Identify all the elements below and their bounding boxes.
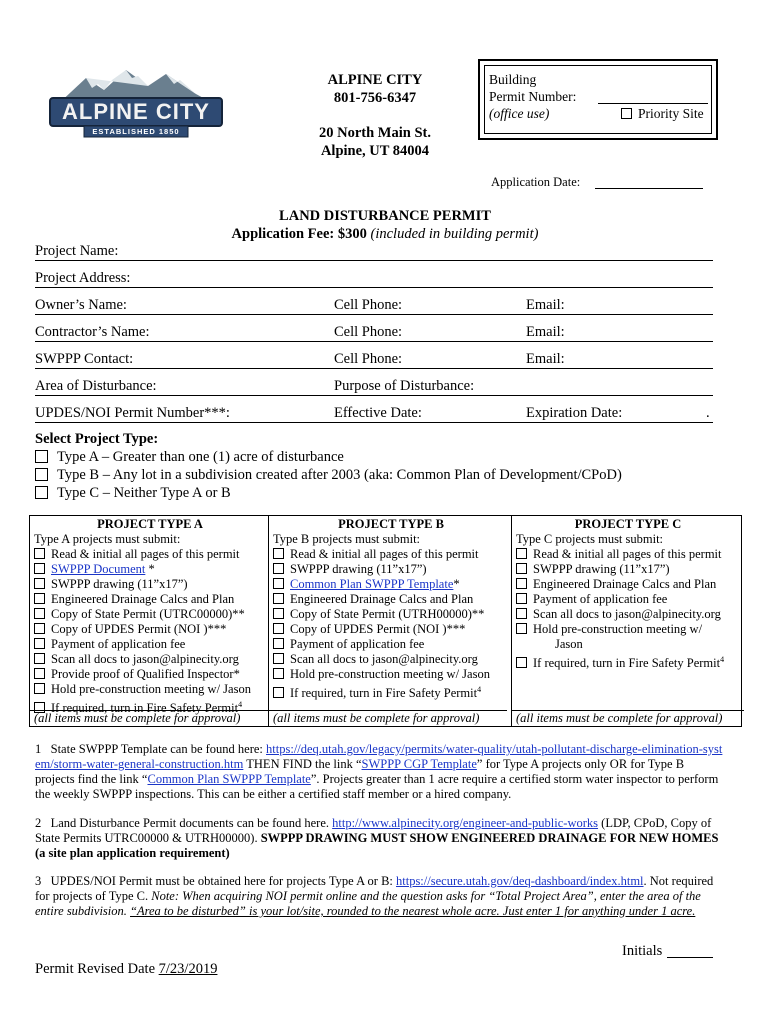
item-label: Read & initial all pages of this permit (533, 547, 722, 561)
type-a-checkbox[interactable] (35, 450, 48, 463)
effective-date-label: Effective Date: (334, 405, 422, 421)
swppp-email-label: Email: (526, 351, 565, 367)
type-b-column (273, 516, 509, 726)
checkbox[interactable] (516, 623, 527, 634)
checkbox[interactable] (273, 578, 284, 589)
application-date-label: Application Date: (491, 175, 581, 189)
checkbox[interactable] (516, 563, 527, 574)
type-b-intro: Type B projects must submit: (273, 532, 421, 546)
owner-email-label: Email: (526, 297, 565, 313)
type-b-option[interactable] (35, 466, 622, 484)
note-3-italic-note: Note: When acquiring NOI permit online and the question asks for “Total Project Area”, enter the area of the entire subdivision. (35, 889, 701, 918)
swppp-cgp-template-link[interactable]: SWPPP CGP Template (361, 757, 477, 771)
permit-number-box (478, 59, 718, 140)
checkbox[interactable] (34, 548, 45, 559)
checkbox[interactable] (34, 563, 45, 574)
type-b-item[interactable] (273, 562, 509, 577)
checkbox[interactable] (273, 653, 284, 664)
item-label: Provide proof of Qualified Inspector* (51, 667, 240, 681)
checkbox[interactable] (273, 608, 284, 619)
note-3 (35, 874, 725, 919)
note-1-text-a: State SWPPP Template can be found here: (50, 742, 263, 756)
deq-dashboard-link[interactable]: https://secure.utah.gov/deq-dashboard/index.html (396, 874, 644, 888)
type-a-item[interactable] (34, 607, 266, 622)
checkbox[interactable] (273, 623, 284, 634)
item-label: Read & initial all pages of this permit (290, 547, 479, 561)
fee-amount: Application Fee: $300 (231, 226, 367, 242)
initials-label: Initials (622, 943, 663, 959)
item-label: Payment of application fee (290, 637, 425, 651)
checkbox[interactable] (273, 563, 284, 574)
select-project-type-heading: Select Project Type: (35, 431, 159, 447)
area-of-disturbance-label: Area of Disturbance: (35, 378, 157, 394)
checkbox[interactable] (34, 653, 45, 664)
item-label: Copy of UPDES Permit (NOI )*** (51, 622, 227, 636)
city-street: 20 North Main St. (319, 125, 431, 141)
project-address-field[interactable] (35, 269, 713, 288)
note-2-number: 2 (35, 816, 42, 830)
item-label: Scan all docs to jason@alpinecity.org (533, 607, 721, 621)
type-b-item[interactable] (273, 577, 509, 592)
permit-number-label: Permit Number: (489, 89, 577, 104)
logo-wordmark: ALPINE CITY (62, 99, 210, 124)
expiration-date-label: Expiration Date: (526, 405, 623, 421)
note-2 (35, 816, 725, 861)
type-c-item[interactable] (516, 652, 740, 671)
checkbox[interactable] (516, 548, 527, 559)
swppp-contact-label: SWPPP Contact: (35, 351, 134, 367)
priority-site-checkbox[interactable] (621, 108, 632, 119)
checkbox[interactable] (34, 578, 45, 589)
page-title: LAND DISTURBANCE PERMIT (279, 208, 491, 224)
expiration-period: . (706, 405, 710, 421)
type-c-column (516, 516, 740, 726)
permit-number-field[interactable] (598, 103, 708, 104)
project-name-label: Project Name: (35, 243, 119, 259)
type-a-item[interactable] (34, 562, 266, 577)
checkbox[interactable] (273, 593, 284, 604)
checkbox[interactable] (34, 608, 45, 619)
item-label-continued: Jason (555, 637, 583, 651)
fee-note: (included in building permit) (370, 226, 539, 242)
type-b-item[interactable] (273, 682, 509, 701)
note-3-text-b: . Not required for projects of Type C. (35, 874, 714, 903)
checkbox[interactable] (34, 638, 45, 649)
application-date-field[interactable] (595, 188, 703, 189)
contractor-cell-label: Cell Phone: (334, 324, 403, 340)
type-a-item[interactable] (34, 592, 266, 607)
note-1-text-c: ” for Type A projects only OR for Type B projects find the link “ (35, 757, 685, 786)
type-a-item[interactable] (34, 622, 266, 637)
common-plan-swppp-template-link[interactable]: Common Plan SWPPP Template (147, 772, 311, 786)
checkbox[interactable] (34, 668, 45, 679)
checkbox[interactable] (273, 687, 284, 698)
common-plan-template-link[interactable]: Common Plan SWPPP Template (290, 577, 454, 591)
checkbox[interactable] (34, 623, 45, 634)
type-b-label: Type B – Any lot in a subdivision created after 2003 (aka: Common Plan of Development/CPoD) (57, 467, 622, 483)
city-phone: 801-756-6347 (333, 90, 417, 106)
item-label: Scan all docs to jason@alpinecity.org (51, 652, 239, 666)
item-label: Scan all docs to jason@alpinecity.org (290, 652, 478, 666)
type-a-item[interactable] (34, 547, 266, 562)
alpine-city-logo (46, 66, 226, 140)
type-a-item[interactable] (34, 652, 266, 667)
type-c-item[interactable] (516, 547, 740, 562)
checkbox[interactable] (516, 657, 527, 668)
type-a-option[interactable] (35, 448, 344, 466)
item-label: Payment of application fee (51, 637, 186, 651)
note-3-number: 3 (35, 874, 42, 888)
item-label: Hold pre-construction meeting w/ Jason (290, 667, 490, 681)
project-address-label: Project Address: (35, 270, 131, 286)
initials-field[interactable] (667, 957, 713, 958)
project-type-table (29, 515, 742, 727)
item-label: Copy of State Permit (UTRC00000)** (51, 607, 245, 621)
footnote-ref: 4 (238, 700, 243, 709)
type-b-item[interactable] (273, 637, 509, 652)
checkbox[interactable] (273, 548, 284, 559)
alpinecity-engineer-link[interactable]: http://www.alpinecity.org/engineer-and-public-works (332, 816, 599, 830)
item-label: SWPPP drawing (11”x17”) (533, 562, 670, 576)
note-2-text-a: Land Disturbance Permit documents can be found here. (50, 816, 330, 830)
type-c-item[interactable] (516, 592, 740, 607)
item-label: Payment of application fee (533, 592, 668, 606)
note-1-text-d: ”. Projects greater than 1 acre require a certified storm water inspector to perform the weekly SWPPP inspections. This can be either a certified staff member or a hired company. (35, 772, 719, 801)
item-label: SWPPP drawing (11”x17”) (51, 577, 188, 591)
type-c-item[interactable] (516, 607, 740, 622)
city-citystate: Alpine, UT 84004 (320, 143, 430, 159)
priority-site-option[interactable] (621, 105, 704, 122)
type-b-footer: (all items must be complete for approval) (269, 710, 507, 726)
type-b-checkbox[interactable] (35, 468, 48, 481)
owner-cell-label: Cell Phone: (334, 297, 403, 313)
item-label: Engineered Drainage Calcs and Plan (51, 592, 235, 606)
item-label: SWPPP drawing (11”x17”) (290, 562, 427, 576)
permit-revised (35, 960, 217, 978)
deq-swppp-template-link[interactable]: https://deq.utah.gov/legacy/permits/water-quality/utah-pollutant-discharge-elimination-system/storm-water-general-construction.htm (35, 742, 723, 771)
swppp-contact-row[interactable] (35, 350, 713, 369)
checkbox[interactable] (516, 593, 527, 604)
checkbox[interactable] (273, 668, 284, 679)
item-label: If required, turn in Fire Safety Permit (51, 701, 239, 716)
type-a-label: Type A – Greater than one (1) acre of disturbance (57, 449, 344, 465)
type-c-intro: Type C projects must submit: (516, 532, 664, 546)
checkbox[interactable] (34, 683, 45, 694)
office-use-label: (office use) (489, 106, 550, 121)
note-3-text-a: UPDES/NOI Permit must be obtained here for projects Type A or B: (50, 874, 393, 888)
type-b-item[interactable] (273, 652, 509, 667)
type-a-item[interactable] (34, 667, 266, 682)
checkbox[interactable] (516, 578, 527, 589)
item-label: If required, turn in Fire Safety Permit (533, 656, 721, 671)
revised-label: Permit Revised Date (35, 961, 156, 977)
type-b-item[interactable] (273, 667, 509, 682)
type-a-intro: Type A projects must submit: (34, 532, 181, 546)
checkbox[interactable] (273, 638, 284, 649)
type-c-label: Type C – Neither Type A or B (57, 485, 231, 501)
revised-date: 7/23/2019 (158, 961, 218, 977)
contractor-name-label: Contractor’s Name: (35, 324, 150, 340)
permit-dates-row[interactable] (35, 404, 713, 423)
type-c-heading: PROJECT TYPE C (574, 517, 682, 531)
item-label: Copy of UPDES Permit (NOI )*** (290, 622, 466, 636)
type-a-heading: PROJECT TYPE A (97, 517, 203, 531)
owner-name-label: Owner’s Name: (35, 297, 127, 313)
priority-site-label: Priority Site (638, 106, 704, 121)
type-b-item[interactable] (273, 607, 509, 622)
note-2-drawing-requirement: SWPPP DRAWING MUST SHOW ENGINEERED DRAINAGE FOR NEW HOMES (a site plan application requirement) (35, 831, 719, 860)
note-3-area-note: “Area to be disturbed” is your lot/site, rounded to the nearest whole acre. Just enter 1 for anything under 1 acre. (130, 904, 696, 918)
type-b-item[interactable] (273, 592, 509, 607)
contractor-row[interactable] (35, 323, 713, 342)
application-fee (0, 226, 770, 243)
type-a-item[interactable] (34, 577, 266, 592)
type-a-item[interactable] (34, 682, 266, 697)
contractor-email-label: Email: (526, 324, 565, 340)
type-c-item[interactable] (516, 562, 740, 577)
item-label: Copy of State Permit (UTRH00000)** (290, 607, 485, 621)
item-label: Read & initial all pages of this permit (51, 547, 240, 561)
type-b-item[interactable] (273, 622, 509, 637)
type-c-item[interactable] (516, 577, 740, 592)
item-label: Hold pre-construction meeting w/ Jason (51, 682, 251, 696)
city-name: ALPINE CITY (327, 72, 423, 88)
type-a-footer: (all items must be complete for approval) (30, 710, 268, 726)
type-c-checkbox[interactable] (35, 486, 48, 499)
note-2-text-b: (LDP, CPoD, Copy of State Permits UTRC00000 & UTRH00000). (35, 816, 712, 845)
type-c-footer: (all items must be complete for approval) (512, 710, 744, 726)
asterisk: * (453, 577, 460, 591)
owner-row[interactable] (35, 296, 713, 315)
updes-noi-label: UPDES/NOI Permit Number***: (35, 405, 230, 421)
building-label: Building (489, 72, 537, 87)
note-1-number: 1 (35, 742, 42, 756)
type-a-column (34, 516, 266, 726)
item-label: Engineered Drainage Calcs and Plan (533, 577, 717, 591)
asterisk: * (145, 562, 155, 576)
footnote-ref: 4 (720, 655, 725, 664)
type-a-item[interactable] (34, 637, 266, 652)
purpose-of-disturbance-label: Purpose of Disturbance: (334, 378, 475, 394)
type-c-item[interactable] (516, 622, 740, 637)
note-1-text-b: THEN FIND the link “ (246, 757, 362, 771)
type-b-item[interactable] (273, 547, 509, 562)
type-b-heading: PROJECT TYPE B (338, 517, 444, 531)
item-label: Engineered Drainage Calcs and Plan (290, 592, 474, 606)
item-label: Hold pre-construction meeting w/ (533, 622, 703, 636)
footnote-ref: 4 (477, 685, 482, 694)
note-1 (35, 742, 725, 802)
disturbance-row[interactable] (35, 377, 713, 396)
item-label: If required, turn in Fire Safety Permit (290, 686, 478, 701)
swppp-document-link[interactable]: SWPPP Document (51, 562, 146, 576)
type-c-option[interactable] (35, 484, 231, 502)
logo-established: ESTABLISHED 1850 (92, 127, 180, 136)
checkbox[interactable] (34, 593, 45, 604)
project-name-field[interactable] (35, 242, 713, 261)
checkbox[interactable] (516, 608, 527, 619)
swppp-cell-label: Cell Phone: (334, 351, 403, 367)
